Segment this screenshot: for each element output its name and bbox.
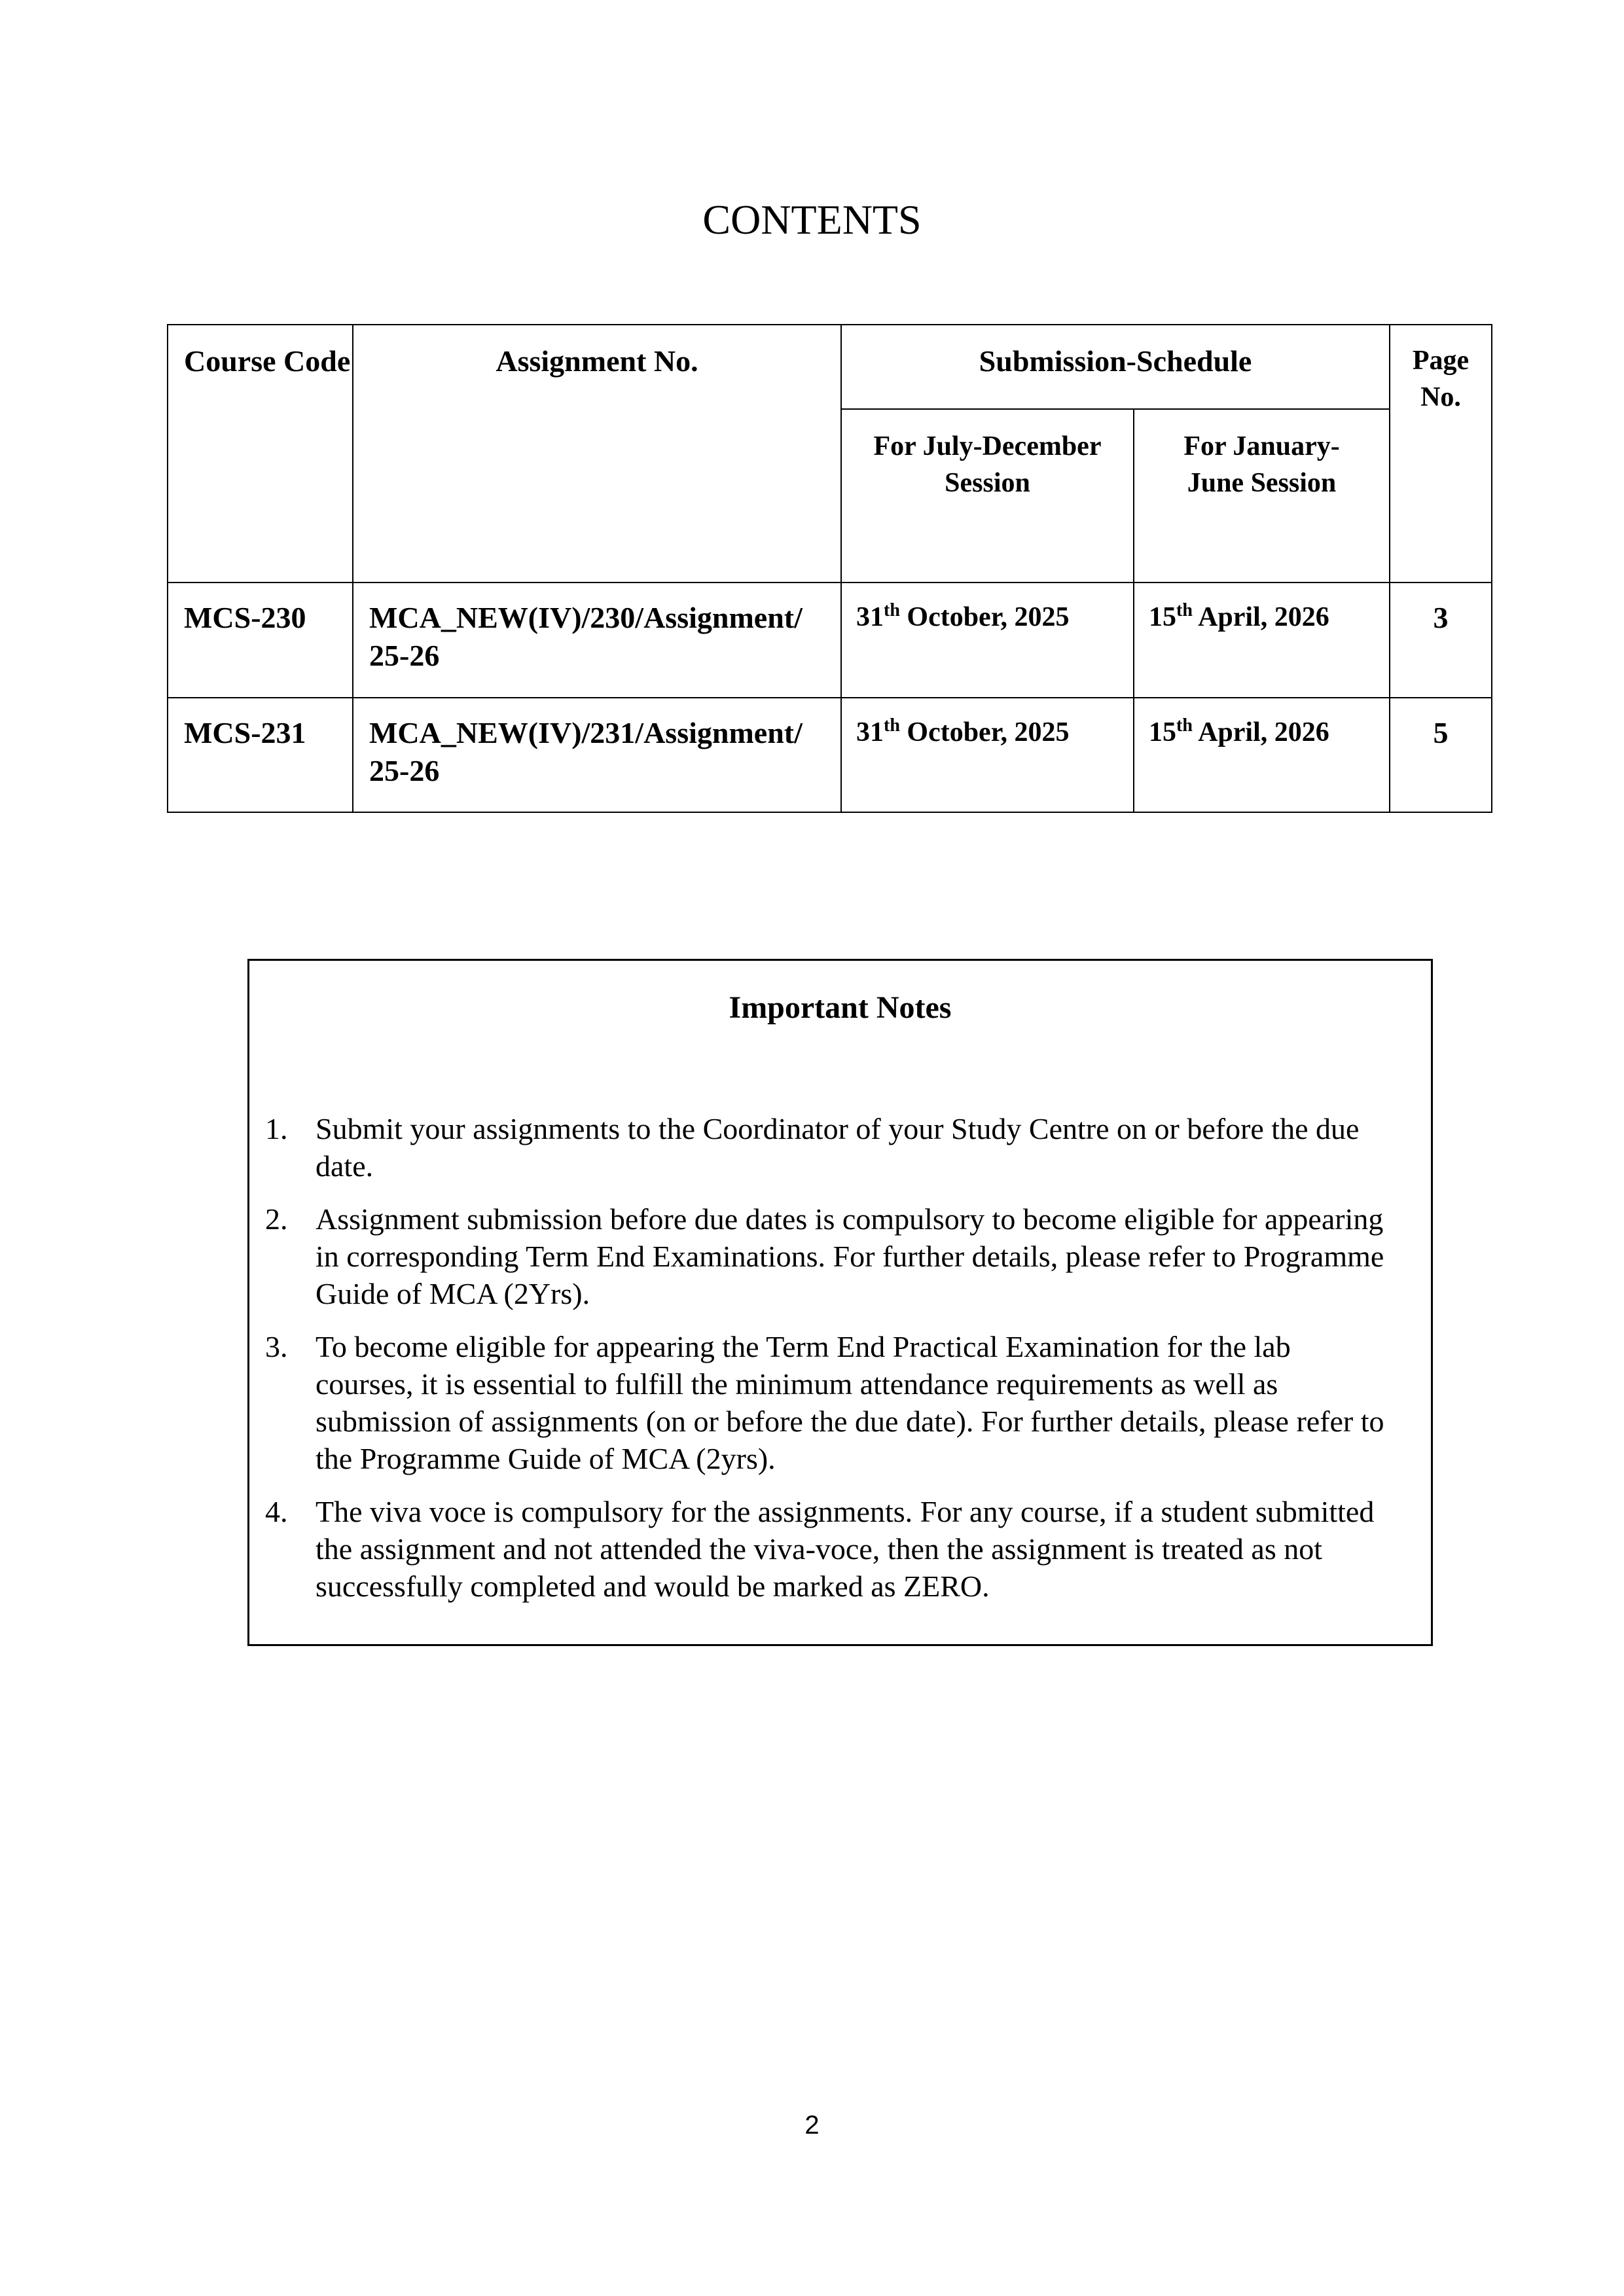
- list-item-number: 4.: [265, 1495, 288, 1528]
- list-item: [249, 1110, 1431, 1185]
- header-january-june: For January-June Session: [1134, 409, 1390, 583]
- page-number: 2: [804, 2111, 820, 2140]
- list-item: [249, 1493, 1431, 1605]
- header-july-december: For July-December Session: [841, 409, 1134, 583]
- list-item-text: Assignment submission before due dates is compulsory to become eligible for appearing in corresponding Term End Examinations. For further details, please refer to Programme Guide of MCA (2Yrs).: [316, 1202, 1384, 1310]
- course-code-cell: MCS-231: [168, 698, 353, 812]
- list-item-number: 2.: [265, 1202, 288, 1236]
- page-no-cell: 3: [1390, 583, 1492, 698]
- list-item: [249, 1328, 1431, 1477]
- header-page-no: Page No.: [1390, 325, 1492, 583]
- important-notes-title: Important Notes: [729, 990, 952, 1025]
- july-december-date-cell: 31th October, 2025: [841, 698, 1134, 812]
- header-course-code: Course Code: [168, 325, 353, 583]
- course-code-cell: MCS-230: [168, 583, 353, 698]
- table-row: [168, 698, 1492, 812]
- list-item-text: Submit your assignments to the Coordinator of your Study Centre on or before the due date.: [316, 1112, 1360, 1183]
- page-title: CONTENTS: [702, 196, 922, 243]
- table-row: [168, 583, 1492, 698]
- list-item-number: 3.: [265, 1330, 288, 1363]
- list-item-number: 1.: [265, 1112, 288, 1145]
- page-no-cell: 5: [1390, 698, 1492, 812]
- assignment-no-cell: MCA_NEW(IV)/230/Assignment/ 25-26: [353, 583, 841, 698]
- assignment-no-cell: MCA_NEW(IV)/231/Assignment/ 25-26: [353, 698, 841, 812]
- july-december-date-cell: 31th October, 2025: [841, 583, 1134, 698]
- january-june-date-cell: 15th April, 2026: [1134, 583, 1390, 698]
- list-item: [249, 1200, 1431, 1312]
- header-submission-schedule: Submission-Schedule: [841, 325, 1390, 409]
- important-notes-box: [247, 959, 1433, 1646]
- january-june-date-cell: 15th April, 2026: [1134, 698, 1390, 812]
- notes-list: [249, 1110, 1431, 1621]
- contents-table: [167, 324, 1492, 813]
- list-item-text: To become eligible for appearing the Term End Practical Examination for the lab courses, it is essential to fulfill the minimum attendance requirements as well as submission of assignments (on or before the due date). For further details, please refer to the Programme Guide of MCA (2yrs).: [316, 1330, 1384, 1475]
- list-item-text: The viva voce is compulsory for the assignments. For any course, if a student submitted the assignment and not attended the viva-voce, then the assignment is treated as not successfully completed and would be marked as ZERO.: [316, 1495, 1375, 1603]
- header-assignment-no: Assignment No.: [353, 325, 841, 583]
- table-header-row: [168, 325, 1492, 409]
